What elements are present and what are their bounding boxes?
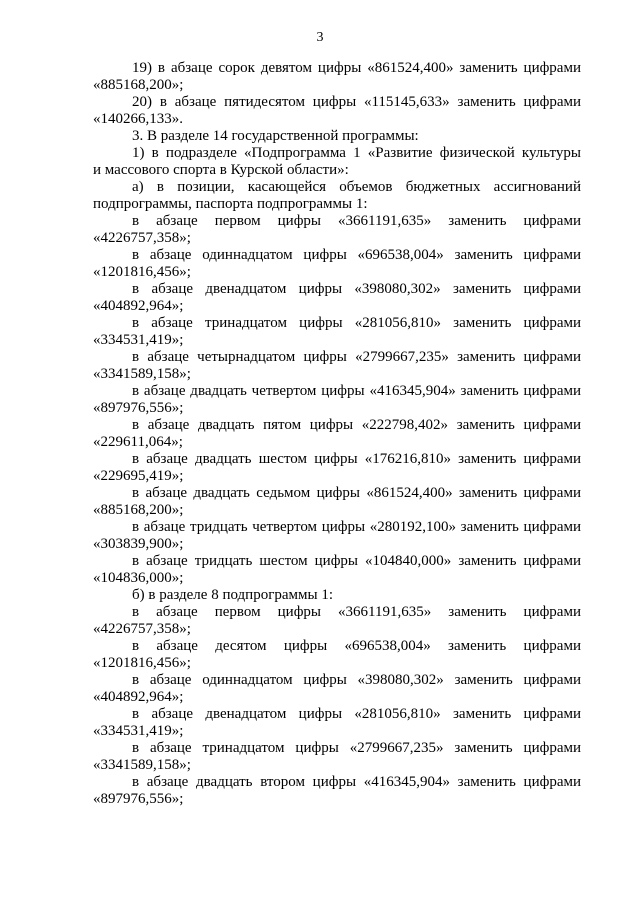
paragraph-first-line: б) в разделе 8 подпрограммы 1:: [132, 587, 333, 603]
paragraph-continuation: «334531,419»;: [93, 723, 184, 739]
paragraph-continuation: «4226757,358»;: [93, 621, 191, 637]
paragraph-first-line: в абзаце тринадцатом цифры «281056,810» заменить цифрами: [132, 315, 581, 331]
paragraph-continuation: «3341589,158»;: [93, 366, 191, 382]
paragraph-continuation: «885168,200»;: [93, 502, 184, 518]
paragraph-continuation: «404892,964»;: [93, 298, 184, 314]
paragraph-continuation: «140266,133».: [93, 111, 183, 127]
paragraph-first-line: в абзаце двадцать четвертом цифры «416345,904» заменить цифрами: [132, 383, 581, 399]
paragraph: [93, 213, 581, 247]
paragraph: [93, 485, 581, 519]
paragraph-first-line: в абзаце тринадцатом цифры «2799667,235» заменить цифрами: [132, 740, 581, 756]
paragraph-first-line: в абзаце двадцать втором цифры «416345,904» заменить цифрами: [132, 774, 581, 790]
paragraph-first-line: 1) в подразделе «Подпрограмма 1 «Развитие физической культуры: [132, 145, 581, 161]
paragraph-continuation: «885168,200»;: [93, 77, 184, 93]
paragraph-continuation: «404892,964»;: [93, 689, 184, 705]
paragraph: [93, 247, 581, 281]
paragraph-continuation: «104836,000»;: [93, 570, 184, 586]
paragraph-first-line: в абзаце четырнадцатом цифры «2799667,235» заменить цифрами: [132, 349, 581, 365]
paragraph-first-line: в абзаце тридцать четвертом цифры «280192,100» заменить цифрами: [132, 519, 581, 535]
paragraph-first-line: в абзаце десятом цифры «696538,004» заменить цифрами: [132, 638, 581, 654]
paragraph: [93, 383, 581, 417]
paragraph: [93, 774, 581, 808]
paragraph-continuation: «897976,556»;: [93, 400, 184, 416]
paragraph: [93, 128, 581, 145]
paragraph: [93, 315, 581, 349]
paragraph: [93, 638, 581, 672]
paragraph-continuation: «1201816,456»;: [93, 264, 191, 280]
paragraph: [93, 60, 581, 94]
page-number: 3: [316, 30, 324, 45]
paragraph: [93, 604, 581, 638]
paragraph-first-line: в абзаце двадцать шестом цифры «176216,810» заменить цифрами: [132, 451, 581, 467]
paragraph: [93, 281, 581, 315]
paragraph: [93, 587, 581, 604]
paragraph-first-line: в абзаце тридцать шестом цифры «104840,000» заменить цифрами: [132, 553, 581, 569]
paragraph-continuation: «229611,064»;: [93, 434, 183, 450]
paragraph-first-line: а) в позиции, касающейся объемов бюджетных ассигнований: [132, 179, 581, 195]
paragraph: [93, 672, 581, 706]
paragraph: [93, 706, 581, 740]
paragraph: [93, 740, 581, 774]
paragraph-first-line: в абзаце первом цифры «3661191,635» заменить цифрами: [132, 213, 581, 229]
paragraph: [93, 145, 581, 179]
paragraph-first-line: в абзаце первом цифры «3661191,635» заменить цифрами: [132, 604, 581, 620]
paragraph: [93, 417, 581, 451]
paragraph: [93, 349, 581, 383]
paragraph: [93, 451, 581, 485]
paragraph-first-line: 3. В разделе 14 государственной программы:: [132, 128, 419, 144]
paragraph-first-line: в абзаце двенадцатом цифры «281056,810» заменить цифрами: [132, 706, 581, 722]
paragraph-continuation: «229695,419»;: [93, 468, 184, 484]
paragraph-continuation: «897976,556»;: [93, 791, 184, 807]
paragraph: [93, 94, 581, 128]
paragraph-continuation: «1201816,456»;: [93, 655, 191, 671]
paragraph-first-line: в абзаце двадцать пятом цифры «222798,402» заменить цифрами: [132, 417, 581, 433]
document-body: [93, 60, 581, 808]
paragraph-first-line: в абзаце двенадцатом цифры «398080,302» заменить цифрами: [132, 281, 581, 297]
paragraph-first-line: в абзаце двадцать седьмом цифры «861524,400» заменить цифрами: [132, 485, 581, 501]
paragraph: [93, 553, 581, 587]
paragraph-continuation: подпрограммы, паспорта подпрограммы 1:: [93, 196, 368, 212]
paragraph-continuation: «303839,900»;: [93, 536, 184, 552]
paragraph-first-line: в абзаце одиннадцатом цифры «696538,004» заменить цифрами: [132, 247, 581, 263]
paragraph-continuation: «334531,419»;: [93, 332, 184, 348]
paragraph-first-line: в абзаце одиннадцатом цифры «398080,302» заменить цифрами: [132, 672, 581, 688]
paragraph-first-line: 19) в абзаце сорок девятом цифры «861524,400» заменить цифрами: [132, 60, 581, 76]
paragraph-first-line: 20) в абзаце пятидесятом цифры «115145,633» заменить цифрами: [132, 94, 581, 110]
paragraph-continuation: и массового спорта в Курской области»:: [93, 162, 349, 178]
paragraph: [93, 179, 581, 213]
paragraph: [93, 519, 581, 553]
paragraph-continuation: «3341589,158»;: [93, 757, 191, 773]
paragraph-continuation: «4226757,358»;: [93, 230, 191, 246]
